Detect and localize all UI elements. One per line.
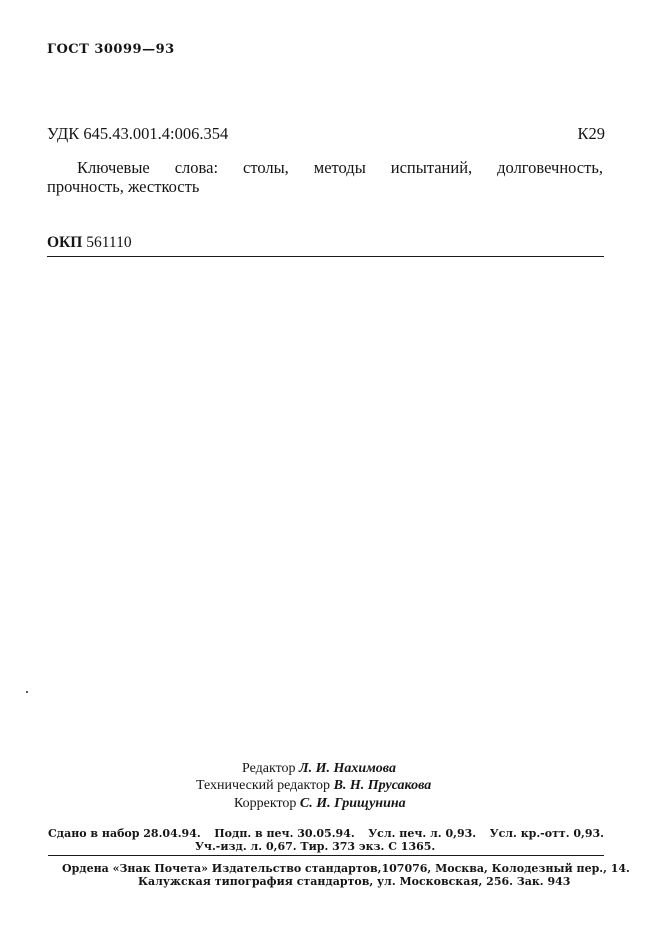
printer-line-2: Калужская типография стандартов, ул. Московская, 256. Зак. 943 xyxy=(138,875,571,888)
keyword-word: долговечность, xyxy=(497,158,603,177)
corrector-label: Корректор xyxy=(234,796,297,811)
keyword-word: испытаний, xyxy=(390,158,473,177)
keyword-word: слова: xyxy=(174,158,219,177)
udc-code: УДК 645.43.001.4:006.354 xyxy=(47,124,229,143)
document-header: ГОСТ 30099—93 xyxy=(47,42,175,57)
divider xyxy=(47,256,604,257)
editor-line xyxy=(242,761,396,777)
publication-part: Усл. печ. л. 0,93. xyxy=(368,827,477,840)
publication-part: Подп. в печ. 30.05.94. xyxy=(214,827,355,840)
okp-value: 561110 xyxy=(86,234,132,251)
tech-editor-line xyxy=(196,778,431,794)
editor-label: Редактор xyxy=(242,761,296,776)
publication-part: Усл. кр.-отт. 0,93. xyxy=(489,827,604,840)
okp-label: ОКП xyxy=(47,234,83,251)
tech-editor-name: В. Н. Прусакова xyxy=(333,778,432,793)
publication-part: Сдано в набор 28.04.94. xyxy=(48,827,201,840)
printer-part: 107076, Москва, Колодезный пер., 14. xyxy=(381,862,630,875)
printer-line-1 xyxy=(62,862,630,875)
printer-part: Ордена «Знак Почета» Издательство стандартов, xyxy=(62,862,382,875)
stray-mark xyxy=(26,691,28,693)
publication-details-line-1 xyxy=(48,827,604,840)
keyword-word: столы, xyxy=(243,158,289,177)
editor-name: Л. И. Нахимова xyxy=(299,761,396,776)
corrector-line xyxy=(234,796,406,812)
corrector-name: С. И. Грищунина xyxy=(299,796,406,811)
tech-editor-label: Технический редактор xyxy=(196,778,331,793)
keywords-label: Ключевые xyxy=(77,158,150,177)
keyword-word: методы xyxy=(313,158,366,177)
keywords-line-2: прочность, жесткость xyxy=(47,177,200,196)
publication-details-line-2: Уч.-изд. л. 0,67. Тир. 373 экз. С 1365. xyxy=(195,840,436,853)
okp-code xyxy=(47,234,132,252)
classification-code: К29 xyxy=(577,124,605,143)
divider xyxy=(48,855,604,856)
keywords-line-1 xyxy=(77,158,603,178)
